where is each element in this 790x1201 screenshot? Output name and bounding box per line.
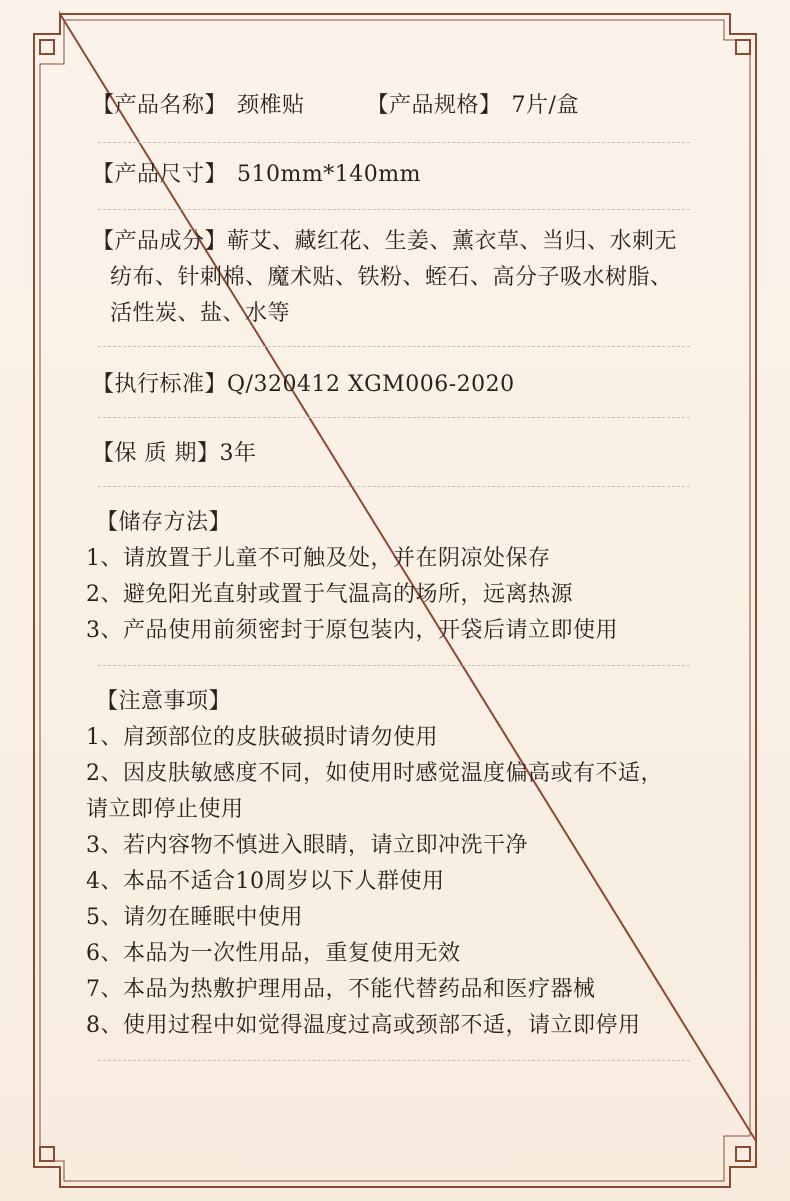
- product-size-label: 【产品尺寸】: [92, 162, 228, 187]
- ingredients-line-1: 蕲艾、藏红花、生姜、薰衣草、当归、水刺无: [227, 229, 678, 254]
- divider: [98, 1060, 690, 1061]
- list-item: 6、本品为一次性用品，重复使用无效: [86, 941, 461, 966]
- list-item: 请立即停止使用: [86, 797, 244, 822]
- list-item: 5、请勿在睡眠中使用: [86, 905, 303, 930]
- product-spec-label: 【产品规格】: [366, 93, 502, 118]
- list-item: 1、请放置于儿童不可触及处，并在阴凉处保存: [86, 546, 551, 571]
- product-name-label: 【产品名称】: [92, 93, 228, 118]
- product-size-value: 510mm*140mm: [237, 162, 421, 187]
- list-item: 2、避免阳光直射或置于气温高的场所，远离热源: [86, 582, 573, 607]
- row-name-spec: [92, 80, 696, 142]
- standard-label: 【执行标准】: [92, 372, 228, 397]
- notes-title: 【注意事项】: [96, 689, 232, 714]
- list-item: 1、肩颈部位的皮肤破损时请勿使用: [86, 725, 438, 750]
- list-item: 2、因皮肤敏感度不同，如使用时感觉温度偏高或有不适，: [86, 761, 663, 786]
- product-size: [92, 143, 696, 209]
- shelf-life-value: 3年: [219, 441, 257, 466]
- shelf-life-label: 【保 质 期】: [92, 441, 220, 466]
- ingredients-label: 【产品成分】: [92, 229, 228, 254]
- product-spec-value: 7片/盒: [511, 93, 579, 118]
- ingredients-line-3: 活性炭、盐、水等: [110, 301, 291, 326]
- spec-sheet: [86, 80, 696, 1061]
- ingredients-line-2: 纺布、针刺棉、魔术贴、铁粉、蛭石、高分子吸水树脂、: [110, 265, 673, 290]
- product-name-value: 颈椎贴: [237, 93, 305, 118]
- standard: [92, 347, 696, 417]
- shelf-life: [92, 418, 696, 486]
- storage-section: [86, 487, 696, 665]
- list-item: 4、本品不适合10周岁以下人群使用: [86, 869, 445, 894]
- product-spec: [367, 88, 579, 124]
- storage-title: 【储存方法】: [96, 510, 232, 535]
- ingredients: [92, 210, 696, 346]
- notes-section: [86, 666, 696, 1060]
- list-item: 3、产品使用前须密封于原包装内，开袋后请立即使用: [86, 618, 618, 643]
- product-name: [92, 88, 305, 124]
- list-item: 8、使用过程中如觉得温度过高或颈部不适，请立即停用: [86, 1013, 641, 1038]
- standard-value: Q/320412 XGM006-2020: [227, 372, 515, 397]
- list-item: 3、若内容物不慎进入眼睛，请立即冲洗干净: [86, 833, 528, 858]
- list-item: 7、本品为热敷护理用品，不能代替药品和医疗器械: [86, 977, 596, 1002]
